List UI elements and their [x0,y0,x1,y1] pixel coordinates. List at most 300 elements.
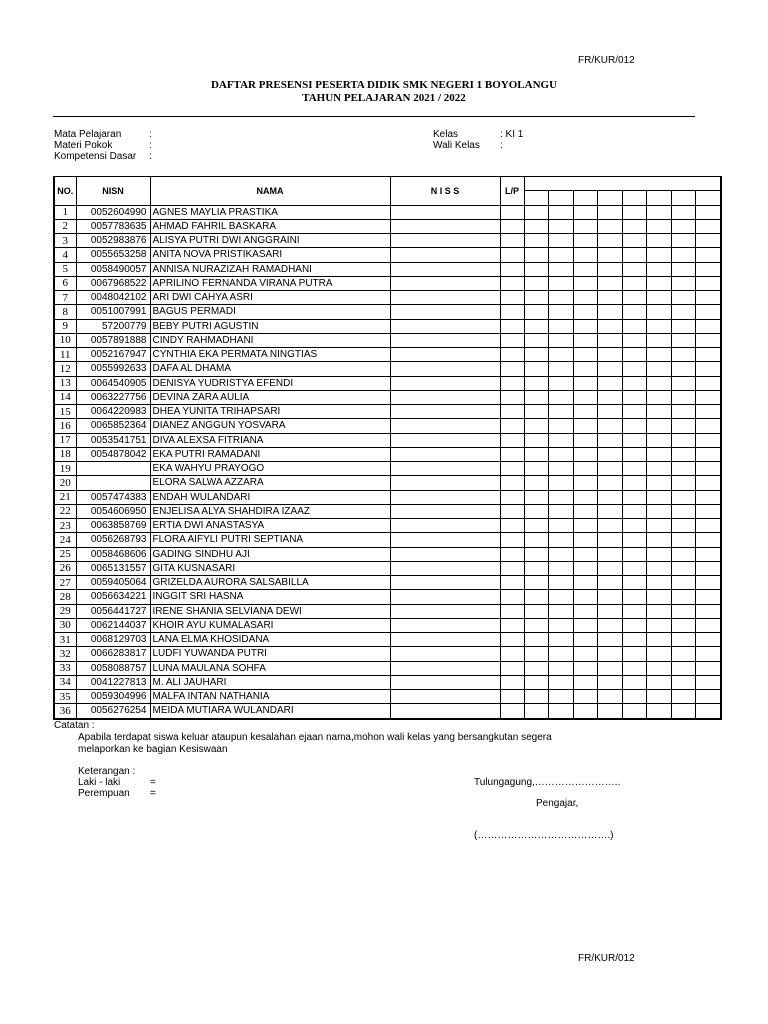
row-attendance-cell [646,205,671,219]
row-attendance-cell [597,276,622,290]
row-attendance-cell [646,333,671,347]
row-attendance-cell [671,333,695,347]
row-attendance-cell [597,348,622,362]
row-attendance-cell [597,248,622,262]
row-attendance-cell [646,561,671,575]
row-attendance-cell [646,533,671,547]
keterangan-label: Keterangan : [78,766,136,777]
row-attendance-cell [573,618,597,632]
row-lp-cell [500,590,524,604]
row-lp-cell [500,576,524,590]
row-number: 35 [54,690,76,704]
catatan-line-1: Apabila terdapat siswa keluar ataupun kesalahan ejaan nama,mohon wali kelas yang bersangkutan segera [78,732,552,743]
row-lp-cell [500,305,524,319]
row-lp-cell [500,561,524,575]
label-wali-kelas: Wali Kelas [433,140,480,151]
row-attendance-cell [695,433,721,447]
row-attendance-cell [622,248,646,262]
row-lp-cell [500,547,524,561]
row-nisn: 0058468606 [76,547,150,561]
header-nama: NAMA [150,177,390,206]
table-row [54,561,721,575]
row-attendance-cell [548,276,573,290]
header-meeting-cell [622,191,646,205]
row-niss-cell [390,661,500,675]
row-niss-cell [390,248,500,262]
row-attendance-cell [671,447,695,461]
row-attendance-cell [646,604,671,618]
row-attendance-cell [524,476,548,490]
row-lp-cell [500,618,524,632]
row-attendance-cell [573,291,597,305]
row-niss-cell [390,618,500,632]
value-wali-kelas: : [500,140,503,151]
row-attendance-cell [671,276,695,290]
row-attendance-cell [622,576,646,590]
row-nisn: 0057474383 [76,490,150,504]
row-lp-cell [500,248,524,262]
row-attendance-cell [622,348,646,362]
row-nama: AHMAD FAHRIL BASKARA [150,219,390,233]
row-niss-cell [390,704,500,719]
row-attendance-cell [695,476,721,490]
row-attendance-cell [695,462,721,476]
row-lp-cell [500,661,524,675]
row-niss-cell [390,519,500,533]
row-attendance-cell [524,433,548,447]
row-nisn: 0067968522 [76,276,150,290]
row-number: 22 [54,504,76,518]
label-kompetensi-dasar: Kompetensi Dasar [54,151,137,162]
row-attendance-cell [646,547,671,561]
row-attendance-cell [573,248,597,262]
row-attendance-cell [695,618,721,632]
row-lp-cell [500,390,524,404]
row-attendance-cell [573,647,597,661]
row-attendance-cell [524,590,548,604]
row-nama: CYNTHIA EKA PERMATA NINGTIAS [150,348,390,362]
row-attendance-cell [573,576,597,590]
row-nama: APRILINO FERNANDA VIRANA PUTRA [150,276,390,290]
table-row [54,333,721,347]
row-nisn: 57200779 [76,319,150,333]
table-row [54,205,721,219]
row-attendance-cell [573,305,597,319]
row-niss-cell [390,433,500,447]
row-attendance-cell [622,476,646,490]
row-nama: EKA PUTRI RAMADANI [150,447,390,461]
row-attendance-cell [524,319,548,333]
row-nisn: 0059405064 [76,576,150,590]
form-code-top: FR/KUR/012 [578,55,635,66]
row-attendance-cell [524,604,548,618]
row-lp-cell [500,219,524,233]
row-attendance-cell [671,590,695,604]
row-attendance-cell [597,433,622,447]
colon-kompetensi-dasar: : [149,151,152,162]
row-lp-cell [500,675,524,689]
row-nama: GRIZELDA AURORA SALSABILLA [150,576,390,590]
row-attendance-cell [646,419,671,433]
row-attendance-cell [597,262,622,276]
row-attendance-cell [671,376,695,390]
row-number: 6 [54,276,76,290]
row-number: 33 [54,661,76,675]
table-row [54,519,721,533]
row-attendance-cell [548,376,573,390]
header-meeting-cell [597,191,622,205]
row-nisn: 0054878042 [76,447,150,461]
row-attendance-cell [548,519,573,533]
row-lp-cell [500,376,524,390]
header-meeting-cell [671,191,695,205]
row-number: 30 [54,618,76,632]
table-row [54,447,721,461]
row-attendance-cell [548,561,573,575]
row-attendance-cell [597,675,622,689]
row-attendance-cell [524,647,548,661]
row-attendance-cell [671,319,695,333]
row-niss-cell [390,205,500,219]
row-attendance-cell [671,576,695,590]
row-attendance-cell [646,519,671,533]
row-attendance-cell [548,248,573,262]
row-nama: ERTIA DWI ANASTASYA [150,519,390,533]
row-attendance-cell [646,704,671,719]
row-attendance-cell [646,405,671,419]
row-nama: ELORA SALWA AZZARA [150,476,390,490]
row-nama: ANNISA NURAZIZAH RAMADHANI [150,262,390,276]
table-row [54,604,721,618]
row-attendance-cell [573,490,597,504]
row-number: 11 [54,348,76,362]
row-niss-cell [390,333,500,347]
row-attendance-cell [646,675,671,689]
table-row [54,690,721,704]
row-lp-cell [500,690,524,704]
row-nisn: 0041227813 [76,675,150,689]
row-attendance-cell [548,490,573,504]
row-number: 15 [54,405,76,419]
row-attendance-cell [524,561,548,575]
row-attendance-cell [548,405,573,419]
table-row [54,419,721,433]
row-attendance-cell [548,362,573,376]
row-attendance-cell [573,333,597,347]
row-nama: DIANEZ ANGGUN YOSVARA [150,419,390,433]
row-attendance-cell [671,504,695,518]
table-row [54,276,721,290]
row-attendance-cell [548,533,573,547]
row-attendance-cell [646,433,671,447]
row-niss-cell [390,561,500,575]
row-attendance-cell [524,234,548,248]
row-number: 16 [54,419,76,433]
row-attendance-cell [573,234,597,248]
laki-laki-equals: = [150,777,156,788]
row-number: 24 [54,533,76,547]
row-attendance-cell [646,348,671,362]
table-row [54,490,721,504]
row-number: 5 [54,262,76,276]
row-attendance-cell [646,291,671,305]
row-nisn: 0056634221 [76,590,150,604]
table-row [54,547,721,561]
row-attendance-cell [548,462,573,476]
row-nisn: 0065852364 [76,419,150,433]
row-attendance-cell [671,305,695,319]
row-attendance-cell [548,476,573,490]
row-attendance-cell [622,362,646,376]
table-row [54,576,721,590]
row-attendance-cell [573,447,597,461]
table-row [54,262,721,276]
row-number: 13 [54,376,76,390]
row-nisn: 0063858769 [76,519,150,533]
row-attendance-cell [524,533,548,547]
row-attendance-cell [646,447,671,461]
row-lp-cell [500,319,524,333]
row-number: 23 [54,519,76,533]
label-mata-pelajaran: Mata Pelajaran [54,129,122,140]
row-attendance-cell [671,348,695,362]
table-row [54,219,721,233]
row-niss-cell [390,362,500,376]
row-nisn [76,476,150,490]
row-lp-cell [500,704,524,719]
row-attendance-cell [695,234,721,248]
catatan-line-2: melaporkan ke bagian Kesiswaan [78,744,228,755]
row-attendance-cell [597,305,622,319]
header-meetings [524,177,721,191]
row-attendance-cell [548,704,573,719]
row-niss-cell [390,533,500,547]
row-attendance-cell [695,576,721,590]
row-nisn: 0059304996 [76,690,150,704]
row-lp-cell [500,276,524,290]
row-attendance-cell [622,276,646,290]
row-number: 17 [54,433,76,447]
row-niss-cell [390,376,500,390]
row-attendance-cell [671,519,695,533]
row-niss-cell [390,390,500,404]
row-attendance-cell [597,704,622,719]
row-attendance-cell [695,447,721,461]
row-attendance-cell [573,376,597,390]
row-niss-cell [390,604,500,618]
row-niss-cell [390,462,500,476]
row-attendance-cell [695,704,721,719]
row-attendance-cell [695,504,721,518]
row-attendance-cell [548,305,573,319]
row-attendance-cell [695,390,721,404]
row-attendance-cell [573,419,597,433]
row-nama: DENISYA YUDRISTYA EFENDI [150,376,390,390]
row-attendance-cell [524,219,548,233]
header-meeting-cell [646,191,671,205]
catatan-label: Catatan : [54,720,95,731]
row-nama: DAFA AL DHAMA [150,362,390,376]
row-attendance-cell [573,476,597,490]
row-lp-cell [500,519,524,533]
row-attendance-cell [573,590,597,604]
row-niss-cell [390,675,500,689]
row-nama: ARI DWI CAHYA ASRI [150,291,390,305]
row-attendance-cell [646,319,671,333]
row-niss-cell [390,476,500,490]
row-attendance-cell [646,248,671,262]
row-attendance-cell [622,533,646,547]
row-nama: ANITA NOVA PRISTIKASARI [150,248,390,262]
row-attendance-cell [671,704,695,719]
row-attendance-cell [622,561,646,575]
row-nisn: 0055653258 [76,248,150,262]
row-number: 18 [54,447,76,461]
row-attendance-cell [622,405,646,419]
row-attendance-cell [671,205,695,219]
row-attendance-cell [671,390,695,404]
row-attendance-cell [695,291,721,305]
signature-place-date: Tulungagung,…………………….. [474,777,621,788]
row-attendance-cell [548,633,573,647]
row-attendance-cell [548,690,573,704]
header-meeting-cell [548,191,573,205]
table-row [54,504,721,518]
row-attendance-cell [524,519,548,533]
row-attendance-cell [671,262,695,276]
row-attendance-cell [573,462,597,476]
row-lp-cell [500,419,524,433]
row-nama: ENJELISA ALYA SHAHDIRA IZAAZ [150,504,390,518]
row-attendance-cell [524,704,548,719]
row-nisn: 0066283817 [76,647,150,661]
row-lp-cell [500,433,524,447]
perempuan-equals: = [150,788,156,799]
row-nisn: 0053541751 [76,433,150,447]
table-row [54,661,721,675]
row-attendance-cell [524,462,548,476]
row-lp-cell [500,348,524,362]
row-nisn: 0052604990 [76,205,150,219]
laki-laki-label: Laki - laki [78,777,121,788]
row-nama: IRENE SHANIA SELVIANA DEWI [150,604,390,618]
table-row [54,305,721,319]
row-lp-cell [500,262,524,276]
row-attendance-cell [524,276,548,290]
form-code-bottom: FR/KUR/012 [578,953,635,964]
table-row [54,590,721,604]
row-niss-cell [390,405,500,419]
row-attendance-cell [597,319,622,333]
row-attendance-cell [597,476,622,490]
row-lp-cell [500,462,524,476]
row-attendance-cell [695,376,721,390]
row-attendance-cell [524,490,548,504]
row-attendance-cell [597,291,622,305]
row-niss-cell [390,490,500,504]
row-number: 7 [54,291,76,305]
row-niss-cell [390,419,500,433]
row-niss-cell [390,348,500,362]
row-attendance-cell [548,262,573,276]
row-attendance-cell [622,675,646,689]
row-attendance-cell [622,604,646,618]
row-attendance-cell [573,533,597,547]
document-subtitle: TAHUN PELAJARAN 2021 / 2022 [302,92,466,104]
table-row [54,405,721,419]
row-attendance-cell [524,447,548,461]
row-attendance-cell [622,704,646,719]
row-attendance-cell [671,618,695,632]
row-attendance-cell [646,305,671,319]
colon-mata-pelajaran: : [149,129,152,140]
row-number: 12 [54,362,76,376]
table-row [54,633,721,647]
row-attendance-cell [622,234,646,248]
row-attendance-cell [646,504,671,518]
row-attendance-cell [524,618,548,632]
row-nama: AGNES MAYLIA PRASTIKA [150,205,390,219]
row-number: 14 [54,390,76,404]
row-attendance-cell [671,462,695,476]
header-lp: L/P [500,177,524,206]
row-nama: GADING SINDHU AJI [150,547,390,561]
table-row [54,319,721,333]
row-attendance-cell [671,604,695,618]
row-nisn: 0051007991 [76,305,150,319]
row-attendance-cell [622,390,646,404]
row-nama: MEIDA MUTIARA WULANDARI [150,704,390,719]
row-attendance-cell [524,633,548,647]
table-row [54,348,721,362]
row-niss-cell [390,276,500,290]
row-attendance-cell [622,661,646,675]
row-attendance-cell [548,419,573,433]
row-attendance-cell [671,219,695,233]
row-lp-cell [500,205,524,219]
row-number: 3 [54,234,76,248]
row-attendance-cell [646,462,671,476]
row-attendance-cell [573,504,597,518]
row-attendance-cell [524,405,548,419]
table-row [54,376,721,390]
row-nama: ALISYA PUTRI DWI ANGGRAINI [150,234,390,248]
row-attendance-cell [548,333,573,347]
row-attendance-cell [622,647,646,661]
row-attendance-cell [622,590,646,604]
row-nisn: 0062144037 [76,618,150,632]
row-attendance-cell [695,490,721,504]
row-attendance-cell [548,618,573,632]
row-attendance-cell [597,661,622,675]
row-attendance-cell [597,205,622,219]
row-attendance-cell [695,319,721,333]
row-niss-cell [390,219,500,233]
row-attendance-cell [524,205,548,219]
row-attendance-cell [646,576,671,590]
row-attendance-cell [597,504,622,518]
table-row [54,362,721,376]
row-nama: DIVA ALEXSA FITRIANA [150,433,390,447]
row-attendance-cell [573,604,597,618]
table-row [54,476,721,490]
row-attendance-cell [524,291,548,305]
header-meeting-cell [524,191,548,205]
table-row [54,647,721,661]
row-attendance-cell [646,276,671,290]
row-number: 4 [54,248,76,262]
row-number: 9 [54,319,76,333]
